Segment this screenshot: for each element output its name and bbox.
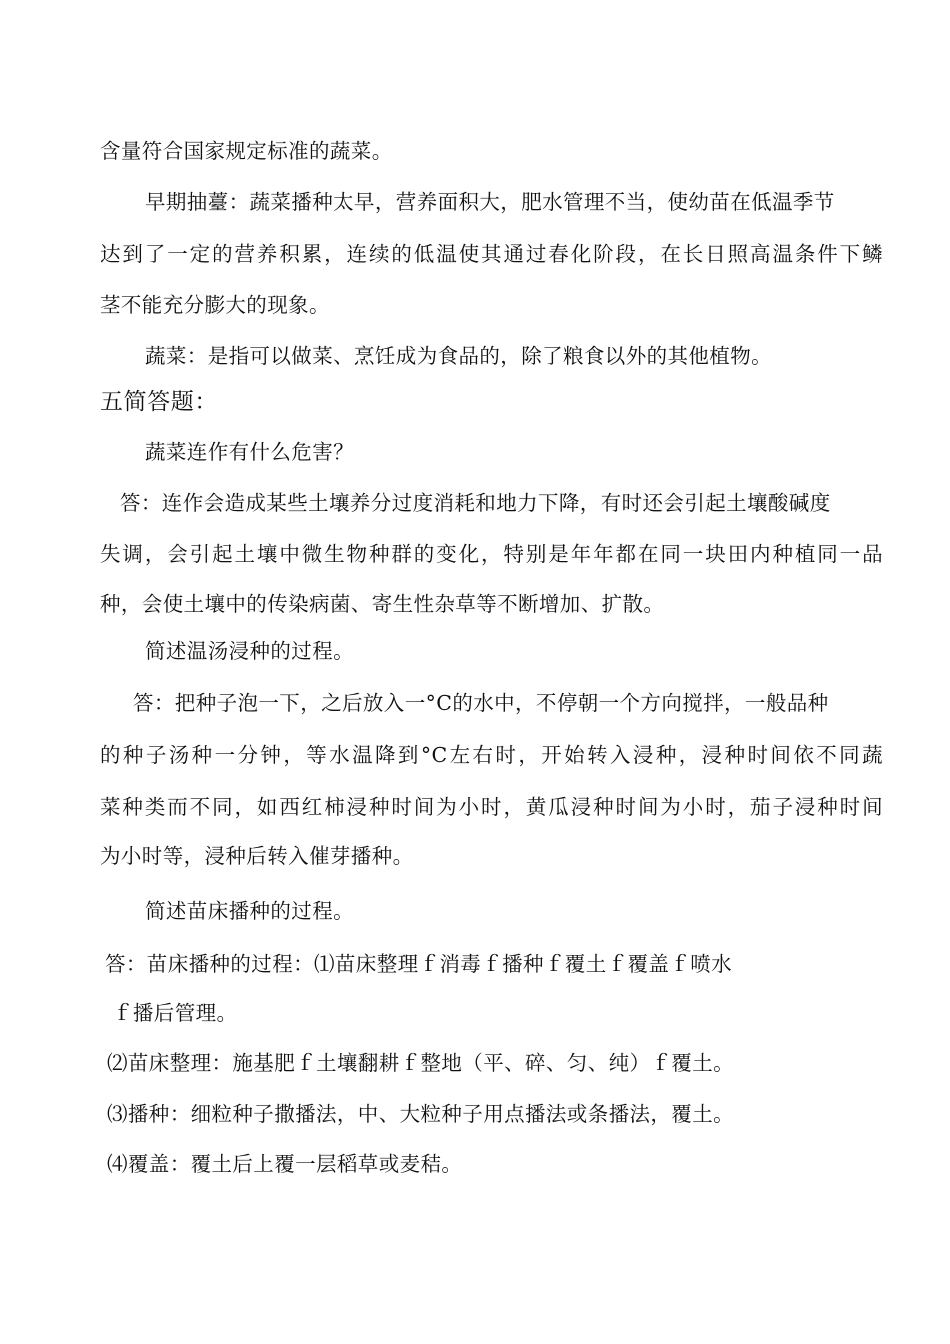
term-vegetable-line: 蔬菜：是指可以做菜、烹饪成为食品的，除了粮食以外的其他植物。	[145, 344, 772, 368]
answer-3-step-2: ⑵苗床整理：施基肥ｆ土壤翻耕ｆ整地（平、碎、匀、纯）ｆ覆土。	[107, 1051, 734, 1075]
section-heading: 五简答题：	[100, 389, 218, 415]
answer-2-line-4: 为小时等，浸种后转入催芽播种。	[100, 844, 414, 868]
term-early-bolting-line-1: 早期抽薹：蔬菜播种太早，营养面积大，肥水管理不当，使幼苗在低温季节	[145, 190, 835, 214]
question-3: 简述苗床播种的过程。	[145, 899, 354, 923]
answer-1-line-3: 种，会使土壤中的传染病菌、寄生性杂草等不断增加、扩散。	[100, 592, 665, 616]
question-1: 蔬菜连作有什么危害？	[145, 440, 354, 464]
term-early-bolting-line-3: 茎不能充分膨大的现象。	[100, 293, 330, 317]
answer-2-line-2: 的种子汤种一分钟，等水温降到°C左右时，开始转入浸种，浸种时间依不同蔬	[100, 743, 883, 767]
text-line: 含量符合国家规定标准的蔬菜。	[100, 139, 393, 163]
answer-1-line-2: 失调，会引起土壤中微生物种群的变化，特别是年年都在同一块田内种植同一品	[100, 542, 883, 566]
answer-2-line-1: 答：把种子泡一下，之后放入一°C的水中，不停朝一个方向搅拌，一般品种	[133, 691, 829, 715]
answer-3-line-2: ｆ播后管理。	[112, 1001, 238, 1025]
answer-2-line-3: 菜种类而不同，如西红柿浸种时间为小时，黄瓜浸种时间为小时，茄子浸种时间	[100, 795, 883, 819]
answer-3-line-1: 答：苗床播种的过程：⑴苗床整理ｆ消毒ｆ播种ｆ覆土ｆ覆盖ｆ喷水	[105, 952, 732, 976]
term-early-bolting-line-2: 达到了一定的营养积累，连续的低温使其通过春化阶段，在长日照高温条件下鳞	[100, 242, 883, 266]
answer-3-step-3: ⑶播种：细粒种子撒播法，中、大粒种子用点播法或条播法，覆土。	[107, 1102, 734, 1126]
question-2: 简述温汤浸种的过程。	[145, 639, 354, 663]
answer-3-step-4: ⑷覆盖：覆土后上覆一层稻草或麦秸。	[107, 1152, 463, 1176]
answer-1-line-1: 答：连作会造成某些土壤养分过度消耗和地力下降，有时还会引起土壤酸碱度	[120, 491, 831, 515]
